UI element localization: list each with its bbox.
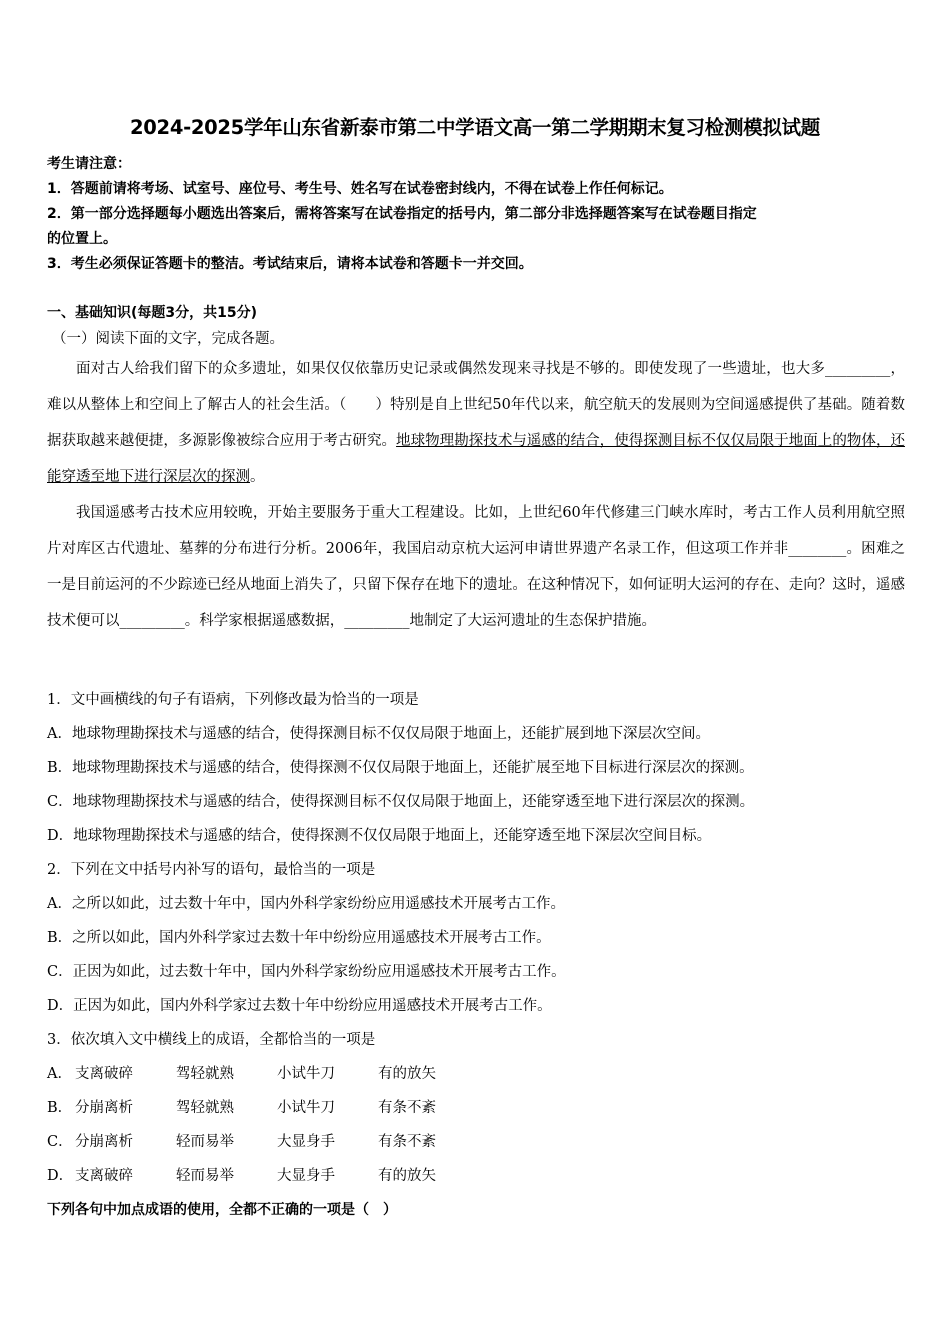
section-heading: 一、基础知识(每题3分，共15分) [47, 305, 258, 321]
question-2-option-c: C．正因为如此，过去数十年中，国内外科学家纷纷应用遥感技术开展考古工作。 [47, 964, 566, 980]
idiom: 分崩离析 [75, 1134, 133, 1150]
option-label: D． [47, 1168, 74, 1184]
idiom: 驾轻就熟 [176, 1066, 234, 1082]
question-2-option-a: A．之所以如此，过去数十年中，国内外科学家纷纷应用遥感技术开展考古工作。 [47, 896, 565, 912]
question-2-option-d: D．正因为如此，国内外科学家过去数十年中纷纷应用遥感技术开展考古工作。 [47, 998, 552, 1014]
idiom: 有条不紊 [378, 1134, 436, 1150]
question-3-option-d [47, 1164, 479, 1185]
notice-item: 2．第一部分选择题每小题选出答案后，需将答案写在试卷指定的括号内，第二部分非选择题答案写在试卷题目指定 [47, 206, 757, 222]
page-title: 2024-2025学年山东省新泰市第二中学语文高一第二学期期末复习检测模拟试题 [130, 116, 820, 139]
question-1-option-a: A．地球物理勘探技术与遥感的结合，使得探测目标不仅仅局限于地面上，还能扩展到地下深层次空间。 [47, 726, 710, 742]
idiom: 轻而易举 [176, 1168, 234, 1184]
question-1-option-d: D．地球物理勘探技术与遥感的结合，使得探测不仅仅局限于地面上，还能穿透至地下深层次空间目标。 [47, 828, 712, 844]
passage-text: 。 [250, 469, 265, 485]
question-3-option-a [47, 1062, 479, 1083]
question-2-option-b: B．之所以如此，国内外科学家过去数十年中纷纷应用遥感技术开展考古工作。 [47, 930, 551, 946]
question-1-option-b: B．地球物理勘探技术与遥感的结合，使得探测不仅仅局限于地面上，还能扩展至地下目标进行深层次的探测。 [47, 760, 754, 776]
question-1-option-c: C．地球物理勘探技术与遥感的结合，使得探测目标不仅仅局限于地面上，还能穿透至地下进行深层次的探测。 [47, 794, 755, 810]
option-label: A． [47, 1066, 72, 1082]
question-3-option-c [47, 1130, 479, 1151]
idiom: 分崩离析 [75, 1100, 133, 1116]
idiom: 大显身手 [277, 1134, 335, 1150]
idiom: 小试牛刀 [277, 1100, 335, 1116]
notice-heading: 考生请注意： [47, 156, 131, 172]
underlined-sentence: 地球物理勘探技术与遥感的结合，使得探测目标不仅仅局限于地面上的物体，还能穿透至地下进行深层次的探测 [47, 433, 906, 485]
idiom: 大显身手 [277, 1168, 335, 1184]
question-3-option-b [47, 1096, 479, 1117]
idiom: 支离破碎 [75, 1168, 133, 1184]
option-label: C． [47, 1134, 73, 1150]
idiom: 轻而易举 [176, 1134, 234, 1150]
question-2-stem: 2．下列在文中括号内补写的语句，最恰当的一项是 [47, 862, 376, 878]
notice-item: 3．考生必须保证答题卡的整洁。考试结束后，请将本试卷和答题卡一并交回。 [47, 256, 533, 272]
section-subheading: （一）阅读下面的文字，完成各题。 [52, 331, 284, 347]
idiom: 有的放矢 [378, 1168, 436, 1184]
idiom: 小试牛刀 [277, 1066, 335, 1082]
question-4-stem: 下列各句中加点成语的使用，全都不正确的一项是（ ） [47, 1202, 397, 1218]
reading-passage [47, 351, 905, 639]
idiom: 有的放矢 [378, 1066, 436, 1082]
idiom: 有条不紊 [378, 1100, 436, 1116]
notice-item: 1．答题前请将考场、试室号、座位号、考生号、姓名写在试卷密封线内，不得在试卷上作任何标记。 [47, 181, 673, 197]
option-label: B． [47, 1100, 73, 1116]
passage-text: 面对古人给我们留下的众多遗址，如果仅仅依靠历史记录或偶然发现来寻找是不够的。即使发现了一些遗址，也大多_________，难以从整体上和空间上了解古人的社会生活。（ ）特别是自上世纪50年代以来，航空航天的发展则为空间遥感提供了基础。随着数据获取越来越便捷，多源影像被综合应用于考古研究。 [47, 361, 905, 449]
question-3-stem: 3．依次填入文中横线上的成语，全都恰当的一项是 [47, 1032, 376, 1048]
idiom: 驾轻就熟 [176, 1100, 234, 1116]
notice-item: 的位置上。 [47, 231, 117, 247]
question-1-stem: 1．文中画横线的句子有语病，下列修改最为恰当的一项是 [47, 692, 419, 708]
passage-paragraph-2: 我国遥感考古技术应用较晚，开始主要服务于重大工程建设。比如，上世纪60年代修建三门峡水库时，考古工作人员利用航空照片对库区古代遗址、墓葬的分布进行分析。2006年，我国启动京杭大运河申请世界遗产名录工作，但这项工作并非________。困难之一是目前运河的不少踪迹已经从地面上消失了，只留下保存在地下的遗址。在这种情况下，如何证明大运河的存在、走向？这时，遥感技术便可以_________。科学家根据遥感数据，_________地制定了大运河遗址的生态保护措施。 [47, 505, 905, 629]
passage-paragraph-1 [47, 351, 905, 495]
idiom: 支离破碎 [75, 1066, 133, 1082]
